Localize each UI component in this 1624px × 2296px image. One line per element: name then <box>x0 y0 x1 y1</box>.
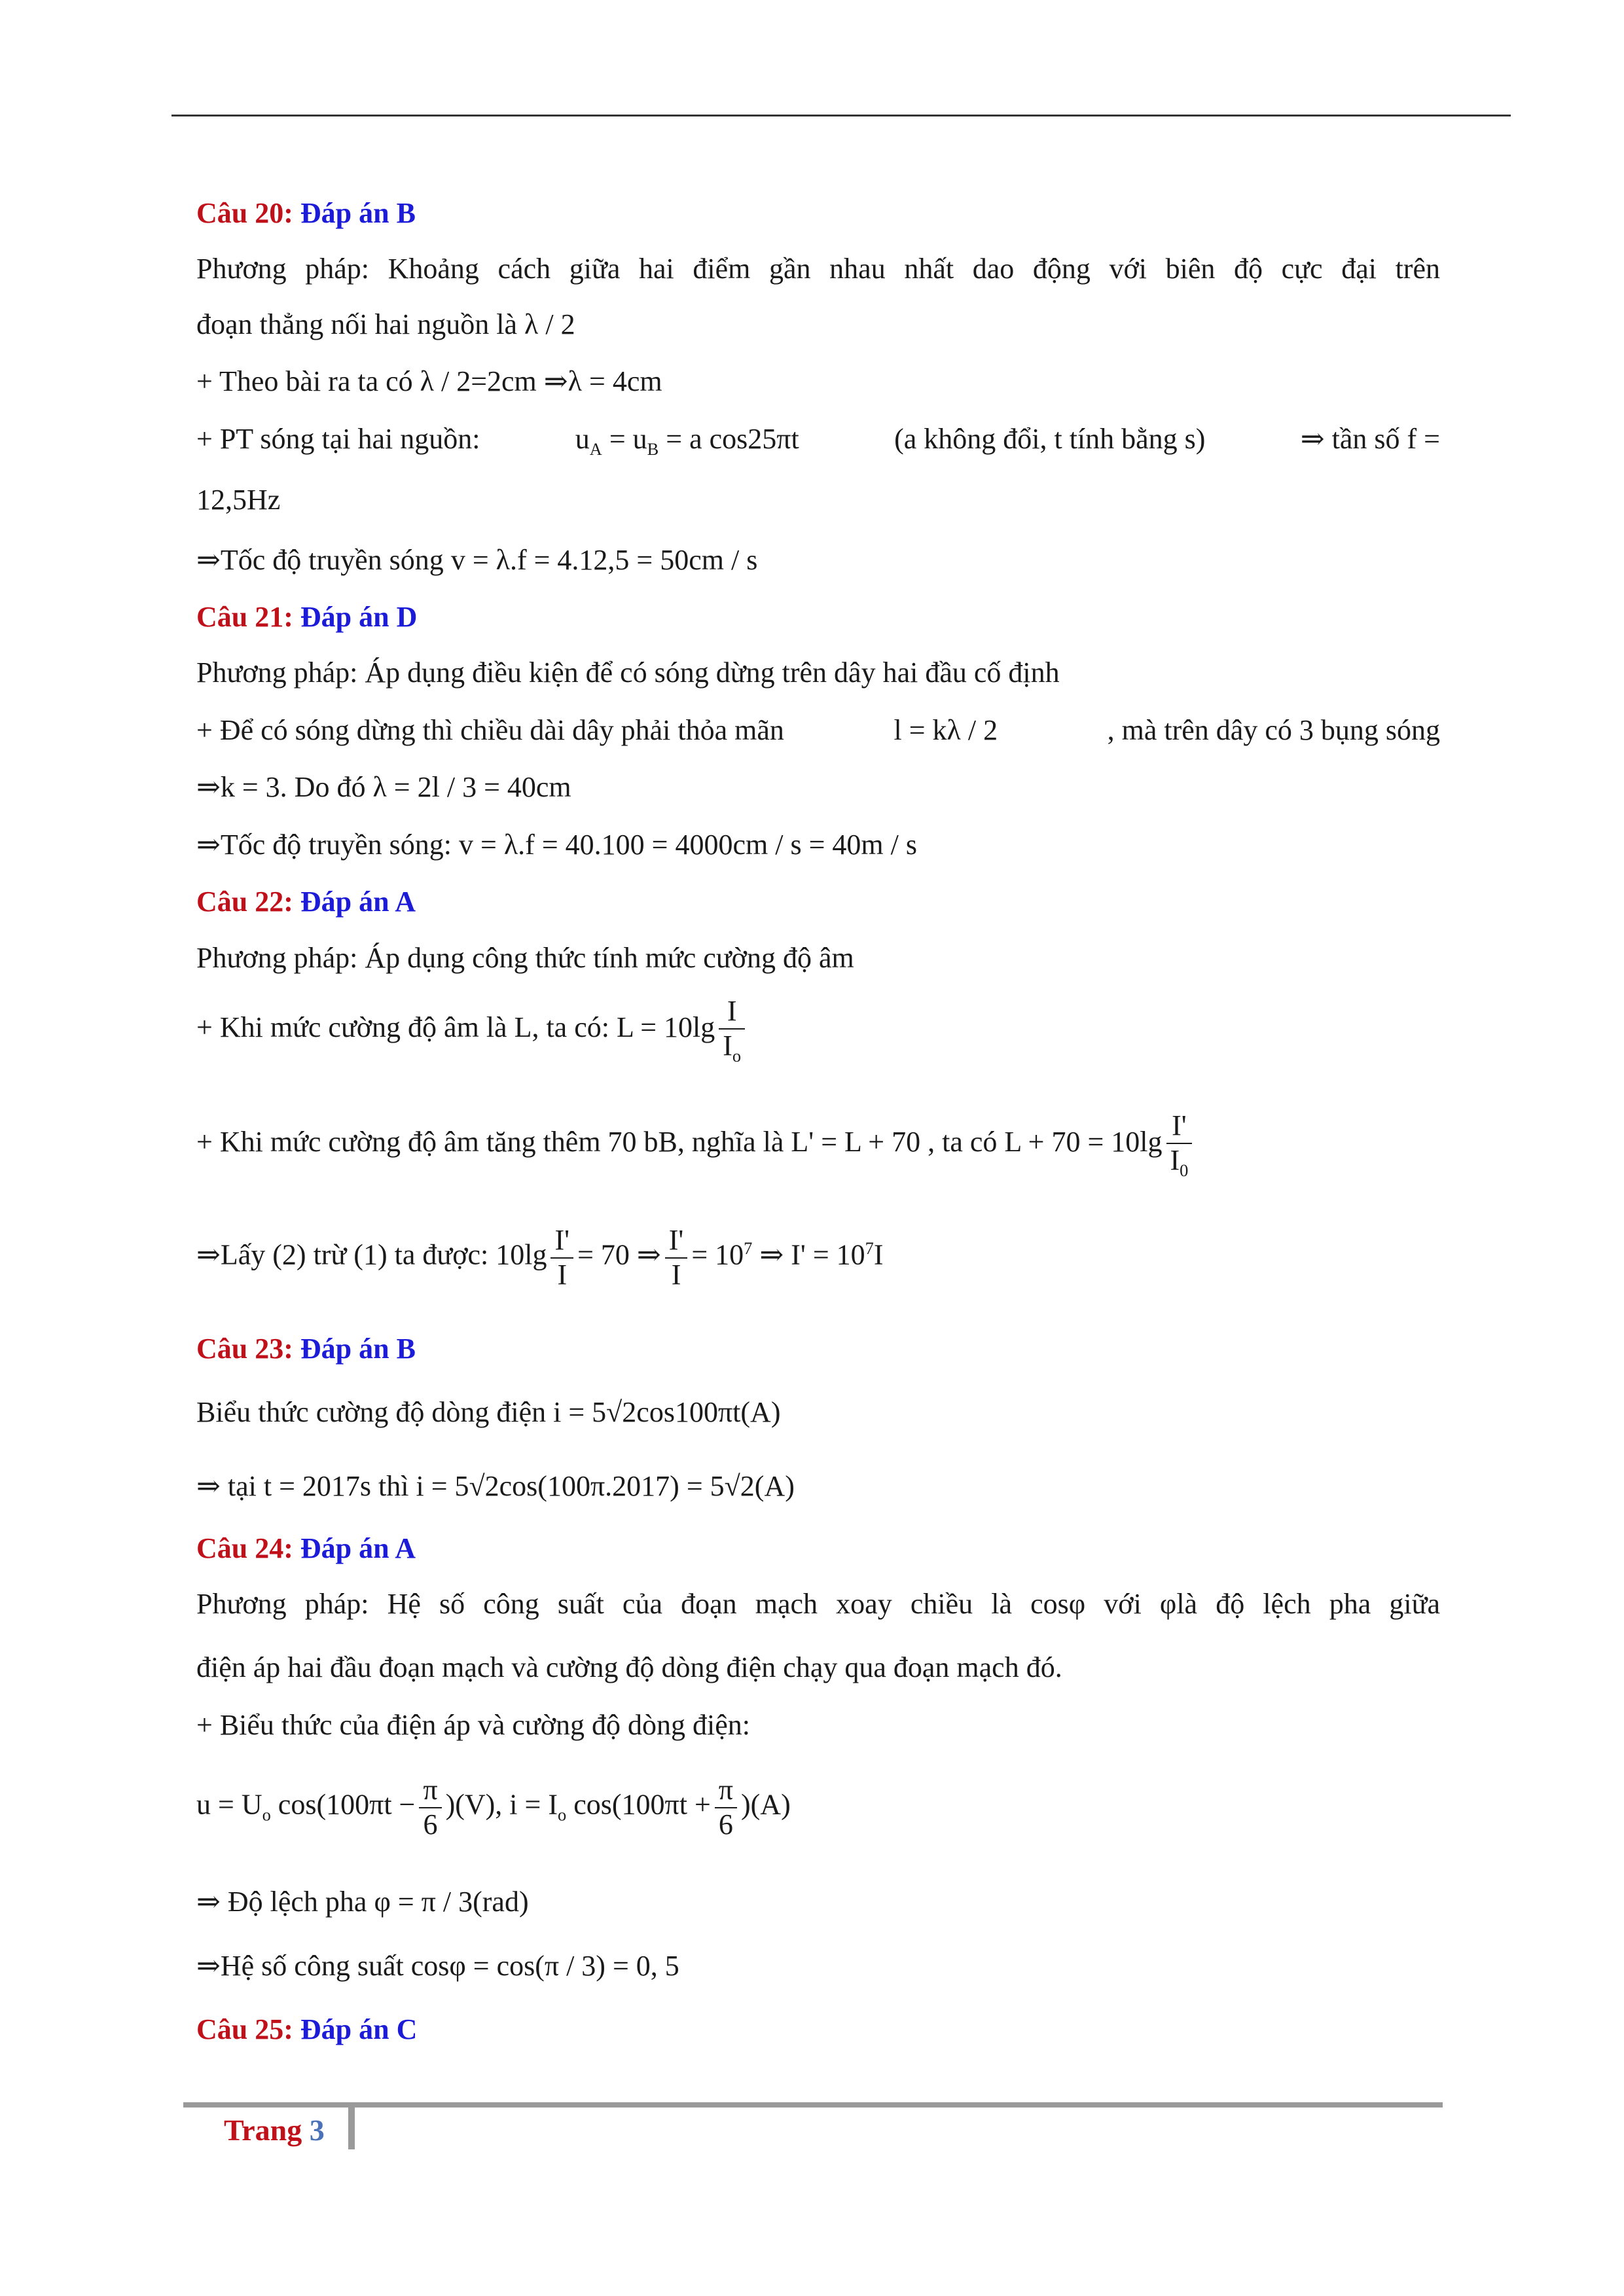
q24-line4-part-e: )(A) <box>741 1788 791 1821</box>
q22-label: Câu 22: <box>196 886 293 918</box>
q20-line6-formula: v = λ.f = 4.12,5 = 50cm / s <box>450 544 758 576</box>
footer-rule <box>183 2102 1443 2108</box>
q21-answer: Đáp án D <box>300 601 418 633</box>
q24-line6-formula: cosφ = cos(π / 3) = 0, 5 <box>410 1950 679 1982</box>
page-number-value: 3 <box>309 2113 325 2147</box>
q24-line5-text: ⇒ Độ lệch pha <box>196 1886 367 1918</box>
q21-heading <box>196 600 417 635</box>
q23-label: Câu 23: <box>196 1333 293 1365</box>
q24-line5 <box>196 1885 529 1920</box>
q20-line4-formula-rhs: a cos25πt <box>689 423 799 455</box>
q21-line4 <box>196 828 917 863</box>
q21-line2-text: + Để có sóng dừng thì chiều dài dây phải thỏa mãn <box>196 714 784 746</box>
q22-line2-denominator-sub: o <box>732 1045 742 1066</box>
q22-line4-formula-d: ⇒ I' = 10 <box>759 1238 865 1271</box>
q22-line3-denominator: I <box>1170 1143 1180 1176</box>
q22-line3 <box>196 1109 1196 1180</box>
q22-line2-fraction <box>719 995 745 1066</box>
q24-line4-denominator1: 6 <box>423 1808 438 1840</box>
q23-line1-text: Biểu thức cường độ dòng điện <box>196 1396 547 1428</box>
q23-heading <box>196 1332 416 1367</box>
q21-line1: Phương pháp: Áp dụng điều kiện để có sóng dừng trên dây hai đầu cố định <box>196 656 1060 689</box>
q25-answer: Đáp án C <box>300 2013 418 2045</box>
page-number <box>224 2113 325 2147</box>
q20-line4 <box>196 422 1440 459</box>
footer-divider <box>348 2108 355 2149</box>
q24-line1: Phương pháp: Hệ số công suất của đoạn mạch xoay chiều là cosφ với φlà độ lệch pha giữa <box>196 1588 1440 1620</box>
q20-label: Câu 20: <box>196 197 293 229</box>
q22-line4-numerator2: I' <box>665 1224 688 1259</box>
q23-line2-formula: i = 5√2cos(100π.2017) = 5√2(A) <box>416 1470 795 1502</box>
q23-line1 <box>196 1395 780 1430</box>
q22-line4-formula-b: = 70 ⇒ <box>577 1238 661 1271</box>
q22-line2 <box>196 995 749 1066</box>
q21-line3-text: ⇒k = 3. Do đó <box>196 771 366 803</box>
q22-line4-exponent1: 7 <box>744 1238 753 1259</box>
q20-line4-result: ⇒ tần số f = <box>1300 423 1440 455</box>
q24-line4-part-d: cos(100πt + <box>573 1788 711 1821</box>
q22-heading <box>196 885 416 920</box>
q22-line3-numerator: I' <box>1166 1109 1193 1144</box>
q20-line3-formula2: ⇒λ = 4cm <box>543 365 662 397</box>
q25-label: Câu 25: <box>196 2013 293 2045</box>
q22-line3-formula1: L' = L + 70 <box>791 1125 921 1158</box>
q20-line6 <box>196 543 757 578</box>
q20-line2 <box>196 308 575 342</box>
q20-line2-text: đoạn thẳng nối hai nguồn là <box>196 308 518 340</box>
q24-line4-part-c: )(V), i = I <box>445 1788 558 1821</box>
q24-label: Câu 24: <box>196 1532 293 1564</box>
q22-line4 <box>196 1224 884 1291</box>
q23-line2-text: ⇒ tại t = 2017s thì <box>196 1470 409 1502</box>
q20-line3 <box>196 365 662 399</box>
q22-line4-formula-c: = 10 <box>691 1238 744 1271</box>
q21-line3 <box>196 770 571 805</box>
q24-line6-text: ⇒Hệ số công suất <box>196 1950 404 1982</box>
q22-line1: Phương pháp: Áp dụng công thức tính mức cường độ âm <box>196 942 854 974</box>
q24-line4-part-a: u = U <box>196 1788 262 1821</box>
q20-line4-formula: $u_A = u_B = a$ cos25πt <box>575 423 799 459</box>
q22-answer: Đáp án A <box>300 886 416 918</box>
q20-line5: 12,5Hz <box>196 484 281 516</box>
q22-line3-formula2: L + 70 = 10lg <box>1004 1125 1163 1158</box>
q20-line1: Phương pháp: Khoảng cách giữa hai điểm gần nhau nhất dao động với biên độ cực đại trên <box>196 253 1440 285</box>
q21-line3-formula: λ = 2l / 3 = 40cm <box>372 771 571 803</box>
q22-line2-formula: L = 10lg <box>616 1011 715 1043</box>
q24-line4-denominator2: 6 <box>718 1808 733 1840</box>
q22-line4-fraction2 <box>665 1224 688 1291</box>
q22-line2-denominator: I <box>723 1029 732 1062</box>
q20-heading <box>196 196 416 231</box>
q24-line4-numerator1: π <box>419 1774 441 1808</box>
q21-line4-formula: v = λ.f = 40.100 = 4000cm / s = 40m / s <box>459 829 917 861</box>
q22-line3-note: , ta có <box>928 1125 998 1158</box>
q22-line4-denominator1: I <box>557 1258 568 1291</box>
q22-line4-fraction1 <box>550 1224 573 1291</box>
q21-line2 <box>196 713 1440 748</box>
q20-line3-text: + Theo bài ra ta có <box>196 365 413 397</box>
q22-line2-text: + Khi mức cường độ âm là L, ta có: <box>196 1011 609 1043</box>
q23-line1-formula: i = 5√2cos100πt(A) <box>553 1396 781 1428</box>
q24-heading <box>196 1532 416 1566</box>
page-number-label: Trang <box>224 2113 302 2147</box>
q24-line6 <box>196 1949 679 1984</box>
q24-line4-sub2: o <box>558 1804 567 1825</box>
q22-line4-numerator1: I' <box>550 1224 573 1259</box>
q22-line3-text: + Khi mức cường độ âm tăng thêm 70 bB, nghĩa là <box>196 1125 784 1158</box>
q22-line2-numerator: I <box>719 995 745 1030</box>
header-rule <box>171 115 1511 117</box>
q24-line3: + Biểu thức của điện áp và cường độ dòng điện: <box>196 1709 751 1741</box>
q24-line4-fraction1 <box>419 1774 441 1841</box>
q24-line4-part-b: cos(100πt − <box>278 1788 416 1821</box>
q20-line4-note: (a không đổi, t tính bằng s) <box>894 423 1206 455</box>
q20-answer: Đáp án B <box>300 197 416 229</box>
q20-line2-formula: λ / 2 <box>524 308 575 340</box>
q23-line2 <box>196 1469 795 1504</box>
q21-line2-formula: l = kλ / 2 <box>893 714 998 746</box>
q21-line4-text: ⇒Tốc độ truyền sóng: <box>196 829 452 861</box>
q24-line4-fraction2 <box>715 1774 737 1841</box>
q24-line4-sub1: o <box>262 1804 271 1825</box>
q24-line4 <box>196 1774 791 1841</box>
q22-line3-fraction <box>1166 1109 1193 1180</box>
q22-line4-exponent2: 7 <box>865 1238 874 1259</box>
q24-line4-numerator2: π <box>715 1774 737 1808</box>
q22-line4-text: ⇒Lấy (2) trừ (1) ta được: <box>196 1238 489 1271</box>
q20-line6-text: ⇒Tốc độ truyền sóng <box>196 544 444 576</box>
q24-answer: Đáp án A <box>300 1532 416 1564</box>
q21-label: Câu 21: <box>196 601 293 633</box>
q22-line4-formula-a: 10lg <box>496 1238 547 1271</box>
q22-line4-denominator2: I <box>671 1258 681 1291</box>
q20-line3-formula1: λ / 2=2cm <box>420 365 537 397</box>
q21-line2-note: , mà trên dây có 3 bụng sóng <box>1107 714 1440 746</box>
q22-line4-formula-e: I <box>873 1238 884 1271</box>
q22-line3-denominator-sub: 0 <box>1180 1160 1189 1180</box>
q23-answer: Đáp án B <box>300 1333 416 1365</box>
q24-line2: điện áp hai đầu đoạn mạch và cường độ dòng điện chạy qua đoạn mạch đó. <box>196 1651 1062 1683</box>
q24-line5-formula: φ = π / 3(rad) <box>374 1886 529 1918</box>
q25-heading <box>196 2013 417 2047</box>
q20-line4-text: + PT sóng tại hai nguồn: <box>196 423 480 455</box>
